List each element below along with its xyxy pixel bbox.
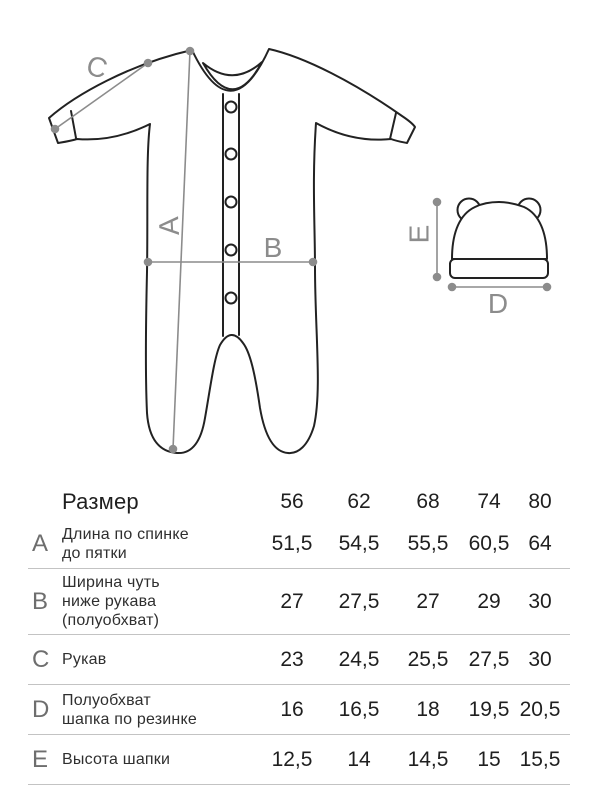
row-label-line: до пятки [62, 544, 127, 562]
row-letter: C [32, 645, 50, 673]
diagram-label-a: A [153, 215, 185, 237]
table-row [28, 519, 570, 569]
row-label [62, 573, 234, 630]
size-column-header: 62 [347, 490, 371, 513]
row-value: 14,5 [407, 747, 449, 771]
diagram-label-b: B [263, 232, 283, 263]
measure-dot [52, 126, 59, 133]
row-value: 51,5 [271, 531, 313, 555]
measure-dot [145, 60, 152, 67]
diagram-label-d: D [487, 288, 509, 319]
snap-button [226, 149, 237, 160]
hat-band [450, 259, 548, 278]
table-row [28, 635, 570, 685]
measure-dot [434, 274, 441, 281]
row-value: 27,5 [468, 647, 510, 671]
measure-dot [449, 284, 456, 291]
row-value: 18 [416, 697, 440, 721]
row-label [62, 525, 234, 563]
table-row [28, 685, 570, 735]
size-column-header: 68 [416, 490, 440, 513]
snap-button [226, 197, 237, 208]
row-value: 29 [477, 589, 501, 613]
row-value: 27 [416, 589, 440, 613]
row-value: 30 [528, 589, 552, 613]
row-label-line: (полуобхват) [62, 612, 160, 629]
row-value: 25,5 [407, 647, 449, 671]
measure-dot [170, 446, 177, 453]
measure-dot [434, 199, 441, 206]
row-value: 19,5 [468, 697, 510, 721]
size-table [28, 485, 570, 785]
row-label-line: Длина по спинке [62, 525, 189, 543]
snap-button [226, 102, 237, 113]
row-value: 12,5 [271, 747, 313, 771]
diagram-label-e: E [403, 224, 435, 244]
row-letter: B [32, 587, 49, 615]
diagram-label-c: C [83, 49, 111, 85]
row-letter: A [32, 529, 49, 557]
size-column-header: 74 [477, 490, 501, 513]
row-value: 14 [347, 747, 371, 771]
table-title: Размер [62, 489, 139, 514]
row-letter: D [32, 695, 50, 723]
row-value: 20,5 [519, 697, 561, 721]
row-label-line: Ширина чуть [62, 574, 160, 591]
row-letter: E [32, 745, 49, 773]
row-value: 27 [280, 589, 304, 613]
table-body [28, 519, 570, 785]
row-label-line: Полуобхват [62, 691, 151, 709]
table-row [28, 569, 570, 635]
row-label [62, 691, 234, 729]
snap-button [226, 245, 237, 256]
table-header-row [28, 485, 570, 519]
row-value: 64 [528, 531, 552, 555]
row-label [62, 650, 234, 669]
measure-dot [310, 259, 317, 266]
row-value: 30 [528, 647, 552, 671]
table-row [28, 735, 570, 785]
row-label [62, 750, 234, 769]
row-value: 55,5 [407, 531, 449, 555]
row-label-line: Высота шапки [62, 751, 171, 768]
row-value: 15 [477, 747, 501, 771]
measure-dot [544, 284, 551, 291]
row-label-line: Рукав [62, 651, 107, 668]
row-value: 15,5 [519, 747, 561, 771]
size-column-header: 80 [528, 490, 552, 513]
measure-dot [187, 48, 194, 55]
row-value: 16,5 [338, 697, 380, 721]
measure-dot [145, 259, 152, 266]
row-value: 27,5 [338, 589, 380, 613]
row-label-line: шапка по резинке [62, 710, 197, 728]
row-value: 24,5 [338, 647, 380, 671]
snap-button [226, 293, 237, 304]
row-value: 60,5 [468, 531, 510, 555]
row-value: 16 [280, 697, 304, 721]
row-label-line: ниже рукава [62, 593, 157, 610]
size-column-header: 56 [280, 490, 304, 513]
row-value: 23 [280, 647, 304, 671]
row-value: 54,5 [338, 531, 380, 555]
